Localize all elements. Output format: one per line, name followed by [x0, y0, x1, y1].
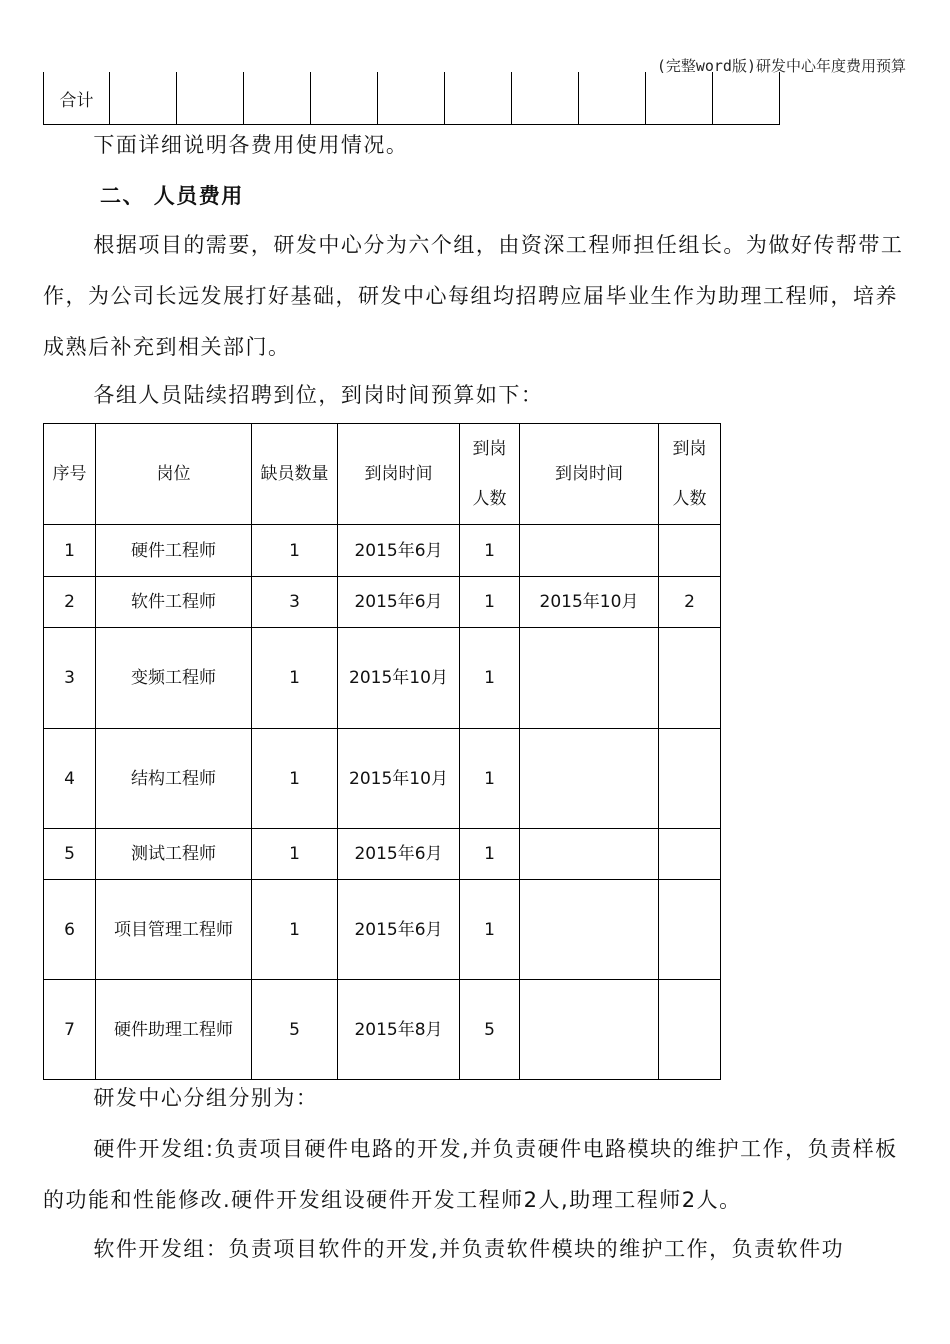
cell-seq: 7 [44, 980, 96, 1080]
hardware-group-paragraph: 硬件开发组:负责项目硬件电路的开发,并负责硬件电路模块的维护工作，负责样板的功能和性能修改.硬件开发组设硬件开发工程师2人,助理工程师2人。 [43, 1137, 898, 1212]
header-vacancies: 缺员数量 [252, 424, 338, 525]
cell-arrival-date-2 [520, 525, 659, 577]
summary-cell [311, 72, 378, 125]
cell-arrival-count-1: 1 [460, 729, 520, 829]
table-row [44, 628, 721, 729]
summary-cell [110, 72, 177, 125]
summary-cell [713, 72, 780, 125]
cell-seq: 2 [44, 577, 96, 628]
cell-arrival-count-1: 1 [460, 577, 520, 628]
cell-arrival-date-1: 2015年6月 [338, 577, 460, 628]
software-group-paragraph: 软件开发组：负责项目软件的开发,并负责软件模块的维护工作，负责软件功 [93, 1237, 845, 1261]
cell-arrival-count-2 [659, 880, 721, 980]
table-row [44, 829, 721, 880]
cell-arrival-count-2 [659, 980, 721, 1080]
table-row [44, 980, 721, 1080]
header-arrival-count-2: 到岗人数 [659, 424, 721, 525]
cell-vacancies: 1 [252, 880, 338, 980]
cell-seq: 6 [44, 880, 96, 980]
table-row [44, 525, 721, 577]
cell-arrival-date-2 [520, 829, 659, 880]
summary-cell [646, 72, 713, 125]
cell-position: 软件工程师 [96, 577, 252, 628]
summary-cell [244, 72, 311, 125]
cell-arrival-date-1: 2015年8月 [338, 980, 460, 1080]
cell-seq: 3 [44, 628, 96, 729]
cell-arrival-date-2 [520, 729, 659, 829]
summary-total-row [44, 72, 780, 125]
header-position: 岗位 [96, 424, 252, 525]
header-seq: 序号 [44, 424, 96, 525]
cell-seq: 4 [44, 729, 96, 829]
cell-vacancies: 1 [252, 829, 338, 880]
cell-arrival-date-1: 2015年10月 [338, 628, 460, 729]
summary-cell [378, 72, 445, 125]
cell-vacancies: 3 [252, 577, 338, 628]
cell-arrival-date-2 [520, 628, 659, 729]
cell-seq: 5 [44, 829, 96, 880]
intro-paragraph: 下面详细说明各费用使用情况。 [93, 133, 409, 157]
staffing-paragraph: 根据项目的需要，研发中心分为六个组，由资深工程师担任组长。为做好传帮带工作，为公司长远发展打好基础，研发中心每组均招聘应届毕业生作为助理工程师，培养成熟后补充到相关部门。 [43, 233, 904, 359]
cell-arrival-count-1: 1 [460, 628, 520, 729]
cell-arrival-date-2 [520, 880, 659, 980]
cell-arrival-count-2 [659, 829, 721, 880]
table-row [44, 577, 721, 628]
cell-arrival-count-1: 1 [460, 525, 520, 577]
document-header-note: (完整word版)研发中心年度费用预算 [656, 57, 906, 75]
summary-cell [177, 72, 244, 125]
cell-arrival-date-2 [520, 980, 659, 1080]
groups-intro-paragraph: 研发中心分组分别为： [93, 1086, 319, 1110]
cell-position: 硬件工程师 [96, 525, 252, 577]
header-arrival-date-1: 到岗时间 [338, 424, 460, 525]
cell-arrival-count-1: 1 [460, 880, 520, 980]
summary-cell [445, 72, 512, 125]
cell-arrival-date-1: 2015年10月 [338, 729, 460, 829]
cell-arrival-date-1: 2015年6月 [338, 525, 460, 577]
summary-total-label: 合计 [44, 72, 110, 125]
cell-position: 结构工程师 [96, 729, 252, 829]
summary-table [43, 72, 780, 125]
cell-arrival-count-2 [659, 729, 721, 829]
cell-arrival-date-1: 2015年6月 [338, 829, 460, 880]
header-arrival-date-2: 到岗时间 [520, 424, 659, 525]
table-row [44, 880, 721, 980]
cell-arrival-count-2: 2 [659, 577, 721, 628]
cell-vacancies: 1 [252, 628, 338, 729]
cell-vacancies: 1 [252, 729, 338, 829]
cell-arrival-count-2 [659, 525, 721, 577]
cell-arrival-date-2: 2015年10月 [520, 577, 659, 628]
cell-position: 硬件助理工程师 [96, 980, 252, 1080]
header-arrival-count-1: 到岗人数 [460, 424, 520, 525]
recruitment-schedule-table [43, 423, 721, 1080]
summary-cell [512, 72, 579, 125]
table-header-row [44, 424, 721, 525]
cell-arrival-count-2 [659, 628, 721, 729]
cell-arrival-count-1: 5 [460, 980, 520, 1080]
cell-seq: 1 [44, 525, 96, 577]
cell-position: 测试工程师 [96, 829, 252, 880]
cell-vacancies: 1 [252, 525, 338, 577]
summary-cell [579, 72, 646, 125]
cell-vacancies: 5 [252, 980, 338, 1080]
schedule-intro-paragraph: 各组人员陆续招聘到位，到岗时间预算如下： [93, 383, 544, 407]
cell-arrival-count-1: 1 [460, 829, 520, 880]
table-row [44, 729, 721, 829]
cell-position: 变频工程师 [96, 628, 252, 729]
cell-position: 项目管理工程师 [96, 880, 252, 980]
section-heading: 二、 人员费用 [100, 184, 244, 208]
cell-arrival-date-1: 2015年6月 [338, 880, 460, 980]
